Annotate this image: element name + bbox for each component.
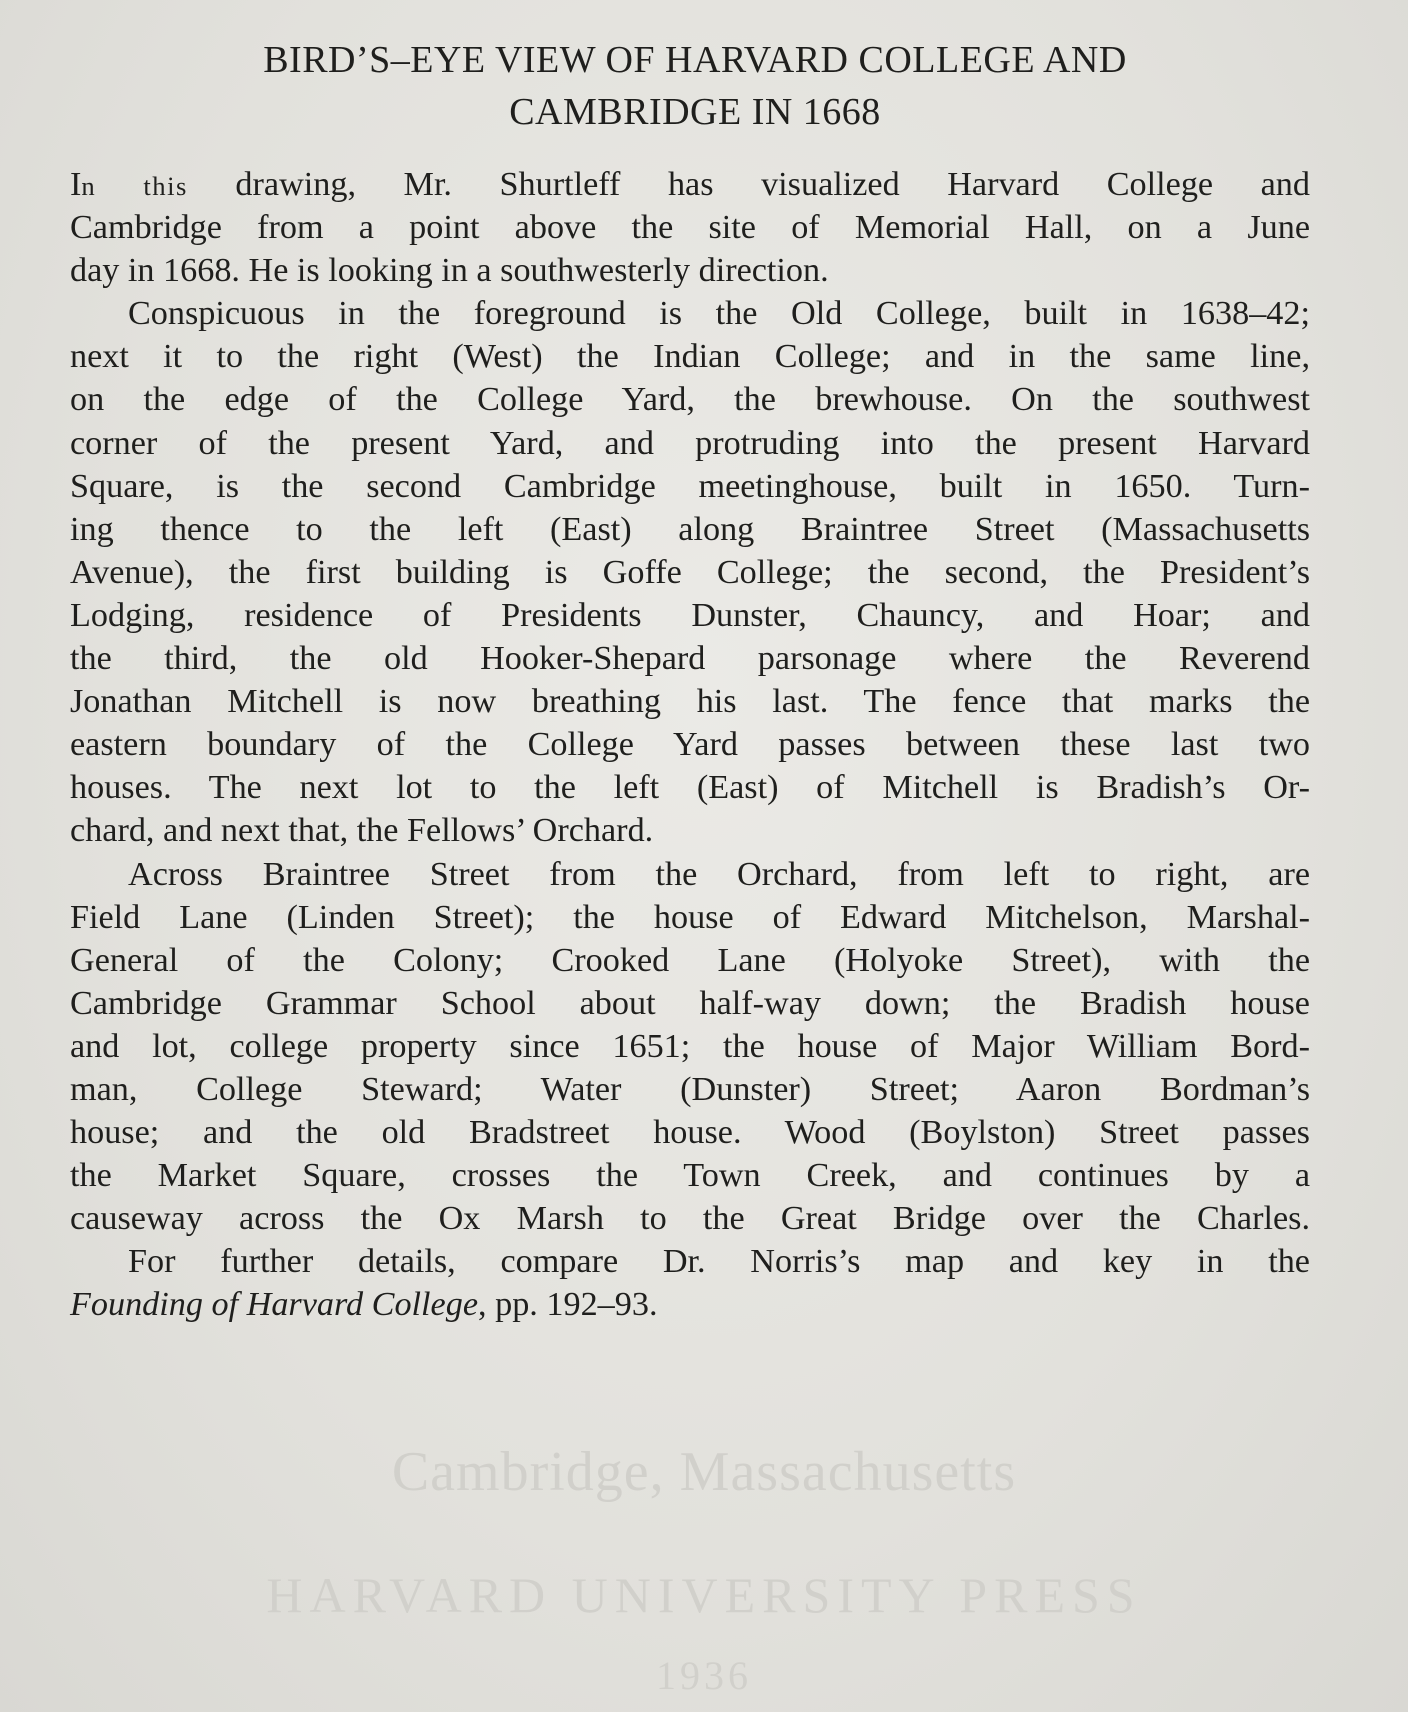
text-line: causeway across the Ox Marsh to the Great Bridge over the Charles.: [70, 1200, 1310, 1238]
text-line: General of the Colony; Crooked Lane (Holyoke Street), with the: [70, 941, 1310, 979]
title-line-1: BIRD’S–EYE VIEW OF HARVARD COLLEGE AND: [263, 39, 1127, 81]
text-line: houses. The next lot to the left (East) of Mitchell is Bradish’s Or-: [70, 769, 1310, 807]
show-through-year: 1936: [656, 1653, 752, 1698]
page-title: [70, 34, 1320, 138]
lead-initial: I: [70, 166, 82, 203]
text-line: house; and the old Bradstreet house. Wood (Boylston) Street passes: [70, 1114, 1310, 1152]
text-line-final: [70, 1283, 1310, 1326]
lead-small-caps: n this: [81, 171, 188, 201]
text-line: on the edge of the College Yard, the brewhouse. On the southwest: [70, 381, 1310, 419]
text-line: the third, the old Hooker-Shepard parsonage where the Reverend: [70, 640, 1310, 678]
body-text: [70, 163, 1310, 1327]
text-line: Across Braintree Street from the Orchard, from left to right, are: [128, 855, 1310, 893]
text-line: the Market Square, crosses the Town Creek, and continues by a: [70, 1157, 1310, 1195]
text-line: Conspicuous in the foreground is the Old College, built in 1638–42;: [128, 295, 1310, 333]
text-line: For further details, compare Dr. Norris’s map and key in the: [128, 1243, 1310, 1281]
page-reference: , pp. 192–93.: [478, 1286, 658, 1324]
show-through-publisher: HARVARD UNIVERSITY PRESS: [266, 1567, 1142, 1623]
text-line: Field Lane (Linden Street); the house of Edward Mitchelson, Marshal-: [70, 898, 1310, 936]
text-line: man, College Steward; Water (Dunster) Street; Aaron Bordman’s: [70, 1070, 1310, 1108]
text-line: day in 1668. He is looking in a southwesterly direction.: [70, 252, 829, 290]
text-line: Cambridge Grammar School about half-way down; the Bradish house: [70, 984, 1310, 1022]
text-line: next it to the right (West) the Indian College; and in the same line,: [70, 338, 1310, 376]
text-line: eastern boundary of the College Yard passes between these last two: [70, 726, 1310, 764]
text-line: ing thence to the left (East) along Braintree Street (Massachusetts: [70, 510, 1310, 548]
text-line: chard, and next that, the Fellows’ Orchard.: [70, 812, 654, 850]
text-line-lead: [70, 163, 1310, 206]
book-title: Founding of Harvard College: [70, 1286, 478, 1324]
show-through-place: Cambridge, Massachusetts: [391, 1441, 1017, 1503]
text-line: Avenue), the first building is Goffe College; the second, the President’s: [70, 553, 1310, 591]
text-line: Square, is the second Cambridge meetinghouse, built in 1650. Turn-: [70, 467, 1310, 505]
lead-rest: drawing, Mr. Shurtleff has visualized Harvard College and: [187, 166, 1310, 203]
text-line: Lodging, residence of Presidents Dunster, Chauncy, and Hoar; and: [70, 596, 1310, 634]
title-line-2: CAMBRIDGE IN 1668: [509, 91, 881, 133]
text-line: and lot, college property since 1651; the house of Major William Bord-: [70, 1027, 1310, 1065]
text-line: Cambridge from a point above the site of Memorial Hall, on a June: [70, 209, 1310, 247]
text-line: Jonathan Mitchell is now breathing his last. The fence that marks the: [70, 683, 1310, 721]
text-line: corner of the present Yard, and protruding into the present Harvard: [70, 424, 1310, 462]
